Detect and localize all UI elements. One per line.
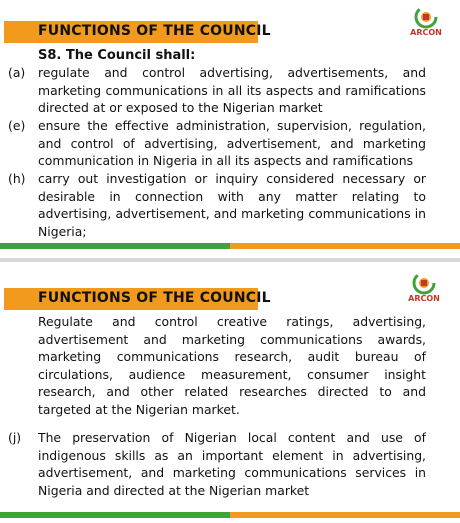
item-text: Regulate and control creative ratings, advertising, advertisement and marketing communications awards, marketing communications research, audit bureau of circulations, audience measurement, consumer insight research, and other related researches directed to and targeted at the Nigerian market.	[38, 314, 426, 417]
slide-2	[0, 262, 460, 523]
logo-text: ARCON	[410, 28, 442, 37]
item-marker: (a)	[8, 65, 26, 80]
item-text: carry out investigation or inquiry considered necessary or desirable in connection with any matter relating to advertising, advertisement, and marketing communications in Nigeria;	[38, 171, 426, 239]
item-marker: (j)	[8, 430, 22, 445]
title-bar	[4, 288, 271, 310]
bottom-bar-green	[0, 512, 230, 518]
bottom-bar-orange	[230, 243, 460, 249]
logo-text: ARCON	[408, 294, 440, 303]
arcon-logo-icon	[408, 4, 444, 40]
item-marker	[8, 313, 38, 419]
bottom-bar-green	[0, 243, 230, 249]
list-item	[8, 429, 426, 499]
slide-1	[0, 0, 460, 258]
title-bar	[4, 21, 271, 43]
arcon-logo-icon	[406, 270, 442, 306]
bottom-bar-orange	[230, 512, 460, 518]
slide-title: FUNCTIONS OF THE COUNCIL	[38, 290, 271, 306]
list-item	[8, 313, 426, 419]
item-text: The preservation of Nigerian local content and use of indigenous skills as an important element in advertising, advertisement, and marketing communications services in Nigeria and directed at the Nigerian market	[38, 430, 426, 498]
list-item	[8, 64, 426, 117]
list-item	[8, 117, 426, 170]
bottom-bar	[0, 243, 460, 249]
item-marker: (e)	[8, 118, 26, 133]
item-text: ensure the effective administration, supervision, regulation, and control of advertising, advertisement, and marketing communication in Nigeria in all its aspects and ramifications	[38, 118, 426, 169]
list-item	[8, 170, 426, 240]
bottom-bar	[0, 512, 460, 518]
item-text: regulate and control advertising, advertisements, and marketing communications in all its aspects and ramifications directed at or exposed to the Nigerian market	[38, 65, 426, 116]
section-heading: S8. The Council shall:	[38, 48, 196, 63]
slide-title: FUNCTIONS OF THE COUNCIL	[38, 23, 271, 39]
item-marker: (h)	[8, 171, 26, 186]
